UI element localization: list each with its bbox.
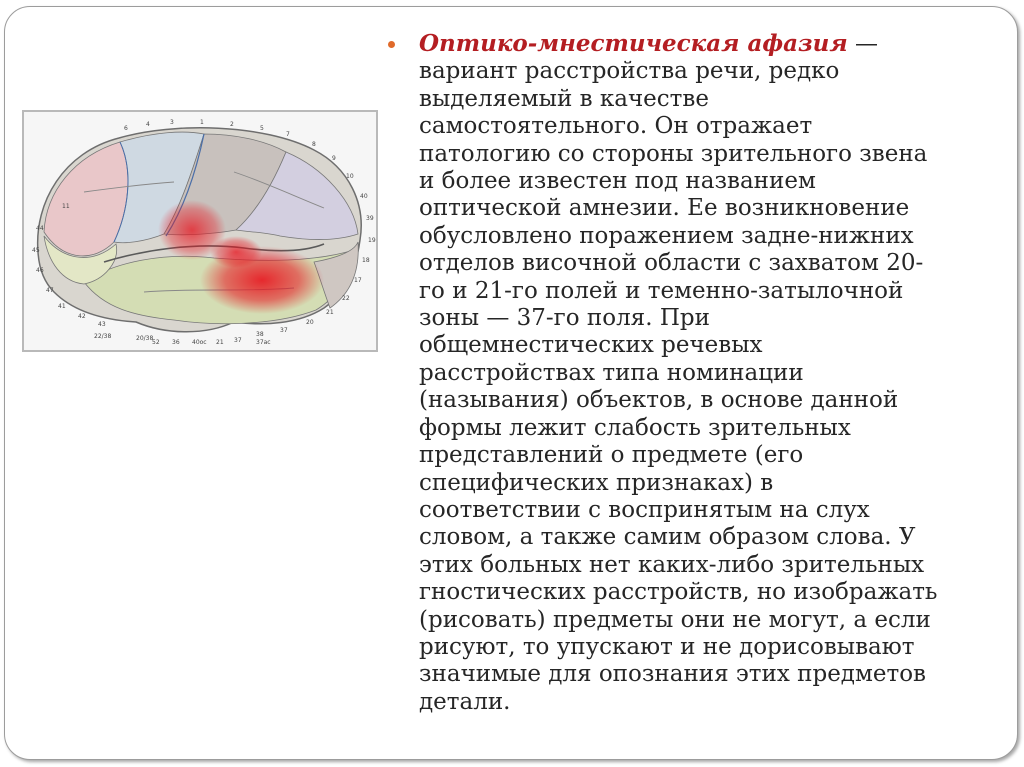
bullet-marker <box>388 41 395 48</box>
paragraph-line: формы лежит слабость зрительных <box>419 414 851 441</box>
area-label: 44 <box>36 225 44 232</box>
area-label: 40oc <box>192 339 207 346</box>
area-label: 22 <box>342 295 350 302</box>
area-label: 22/38 <box>94 333 112 340</box>
area-label: 47 <box>46 287 54 294</box>
paragraph-line: го и 21-го полей и теменно-затылочной <box>419 277 904 304</box>
paragraph-line: патологию со стороны зрительного звена <box>419 140 928 167</box>
paragraph-line: представлений о предмете (его <box>419 442 804 469</box>
paragraph-line: зоны — 37-го поля. При <box>419 305 710 332</box>
paragraph-line: выделяемый в качестве <box>419 85 709 112</box>
area-label: 20 <box>306 319 314 326</box>
paragraph-line: оптической амнезии. Ее возникновение <box>419 195 910 222</box>
paragraph-line: и более известен под названием <box>419 168 816 195</box>
area-label: 40 <box>360 193 368 200</box>
area-label: 11 <box>62 203 70 210</box>
paragraph-line: специфических признаках) в <box>419 469 774 496</box>
paragraph-line: самостоятельного. Он отражает <box>419 113 813 140</box>
area-label: 37ac <box>256 339 271 346</box>
paragraph-line: значимые для опознания этих предметов <box>419 661 926 688</box>
paragraph-line: рисуют, то упускают и не дорисовывают <box>419 633 915 660</box>
area-label: 2 <box>230 121 234 128</box>
paragraph-first-line <box>388 30 988 58</box>
area-label: 10 <box>346 173 354 180</box>
area-label: 41 <box>58 303 66 310</box>
area-label: 4 <box>146 121 150 128</box>
area-label: 45 <box>32 247 40 254</box>
paragraph-line: общемнестических речевых <box>419 332 763 359</box>
area-label: 37 <box>280 327 288 334</box>
area-label: 6 <box>124 125 128 132</box>
area-label: 18 <box>362 257 370 264</box>
area-label: 7 <box>286 131 290 138</box>
paragraph-line: отделов височной области с захватом 20- <box>419 250 924 277</box>
paragraph-line: обусловлено поражением задне-нижних <box>419 222 914 249</box>
area-label: 21 <box>326 309 334 316</box>
paragraph-line: соответствии с воспринятым на слух <box>419 496 870 523</box>
area-label: 43 <box>98 321 106 328</box>
area-label: 36 <box>172 339 180 346</box>
area-label: 46 <box>36 267 44 274</box>
paragraph-line: словом, а также самим образом слова. У <box>419 524 916 551</box>
area-label: 42 <box>78 313 86 320</box>
area-label: 3 <box>170 119 174 126</box>
area-label: 19 <box>368 237 376 244</box>
area-label: 9 <box>332 155 336 162</box>
area-label: 5 <box>260 125 264 132</box>
brain-figure <box>22 110 378 352</box>
lesion-mid <box>210 236 262 268</box>
term-dash: — <box>847 31 879 57</box>
area-label: 52 <box>152 339 160 346</box>
paragraph-line: (называния) объектов, в основе данной <box>419 387 899 414</box>
paragraph-line: (рисовать) предметы они не могут, а если <box>419 606 931 633</box>
area-label: 38 <box>256 331 264 338</box>
paragraph-line: детали. <box>419 688 511 715</box>
area-label: 37 <box>234 337 242 344</box>
area-label: 17 <box>354 277 362 284</box>
definition-paragraph <box>388 30 988 716</box>
paragraph-line: этих больных нет каких-либо зрительных <box>419 551 925 578</box>
term-heading: Оптико-мнестическая афазия <box>419 30 848 57</box>
paragraph-line: вариант расстройства речи, редко <box>419 58 840 85</box>
area-label: 21 <box>216 339 224 346</box>
paragraph-line: расстройствах типа номинации <box>419 359 804 386</box>
area-label: 39 <box>366 215 374 222</box>
area-label: 1 <box>200 119 204 126</box>
paragraph-line: гностических расстройств, но изображать <box>419 579 938 606</box>
brain-map-diagram <box>24 112 376 350</box>
area-label: 20/38 <box>136 335 154 342</box>
area-label: 8 <box>312 141 316 148</box>
